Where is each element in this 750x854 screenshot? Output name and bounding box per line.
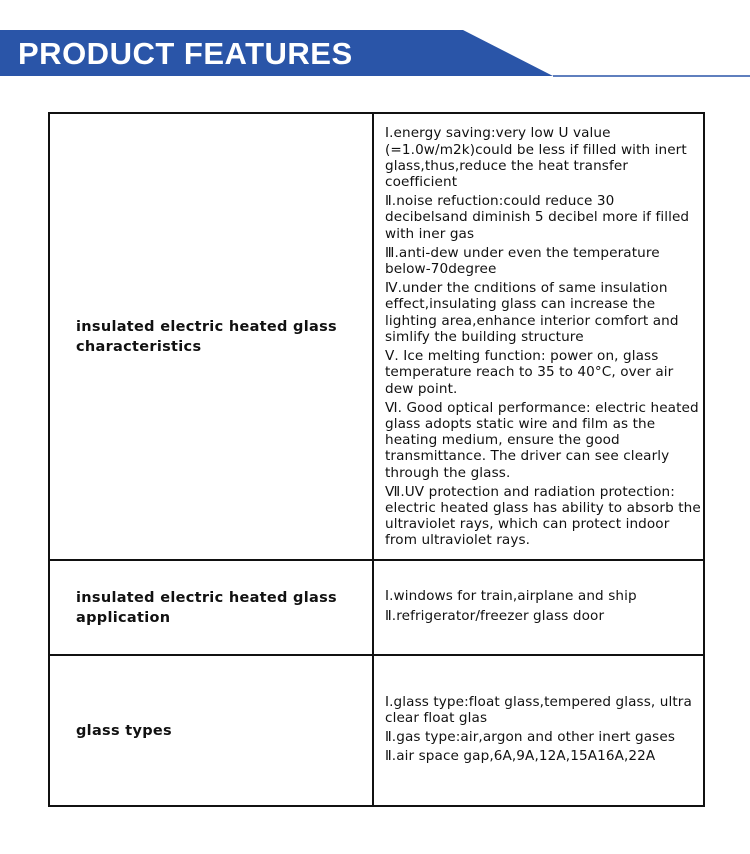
- row-label: insulated electric heated glass characteristics: [76, 318, 337, 355]
- list-item: Ⅱ.gas type:air,argon and other inert gases: [385, 729, 676, 745]
- features-table: [48, 112, 705, 807]
- list-item: Ⅳ.under the cnditions of same insulation effect,insulating glass can increase the lighting area,enhance interior comfort and simlify the building structure: [385, 280, 679, 345]
- list-item: Ⅰ.windows for train,airplane and ship: [385, 588, 637, 605]
- page-title: PRODUCT FEATURES: [18, 36, 353, 71]
- row-label-cell: [49, 560, 373, 655]
- row-content-cell: [373, 560, 704, 655]
- header-banner: [0, 30, 750, 78]
- list-item: Ⅱ.noise refuction:could reduce 30 decibelsand diminish 5 decibel more if filled with iner gas: [385, 193, 690, 242]
- list-item: Ⅲ.anti-dew under even the temperature below-70degree: [385, 244, 660, 278]
- list-item: Ⅶ.UV protection and radiation protection: electric heated glass has ability to absorb the ultraviolet rays, which can protect indoor from ultraviolet rays.: [385, 483, 701, 549]
- row-label-cell: [49, 113, 373, 560]
- list-item: Ⅰ.glass type:float glass,tempered glass, ultra clear float glas: [385, 693, 692, 726]
- list-item: Ⅰ.energy saving:very low U value (=1.0w/m2k)could be less if filled with inert glass,thus,reduce the heat transfer coefficient: [385, 125, 687, 191]
- list-item: Ⅵ. Good optical performance: electric heated glass adopts static wire and film as the heating medium, ensure the good transmittance. The driver can see clearly through the glass.: [385, 399, 699, 481]
- list-item: Ⅱ.refrigerator/freezer glass door: [385, 607, 605, 624]
- list-item: Ⅱ.air space gap,6A,9A,12A,15A16A,22A: [385, 748, 656, 765]
- row-content-cell: [373, 655, 704, 806]
- row-label: glass types: [76, 722, 172, 739]
- table-row-glass-types: [49, 655, 704, 806]
- table-row-application: [49, 560, 704, 655]
- row-content-cell: [373, 113, 704, 560]
- row-label: insulated electric heated glass application: [76, 589, 337, 626]
- table-row-characteristics: [49, 113, 704, 560]
- row-label-cell: [49, 655, 373, 806]
- list-item: Ⅴ. Ice melting function: power on, glass temperature reach to 35 to 40°C, over air dew point.: [385, 348, 674, 397]
